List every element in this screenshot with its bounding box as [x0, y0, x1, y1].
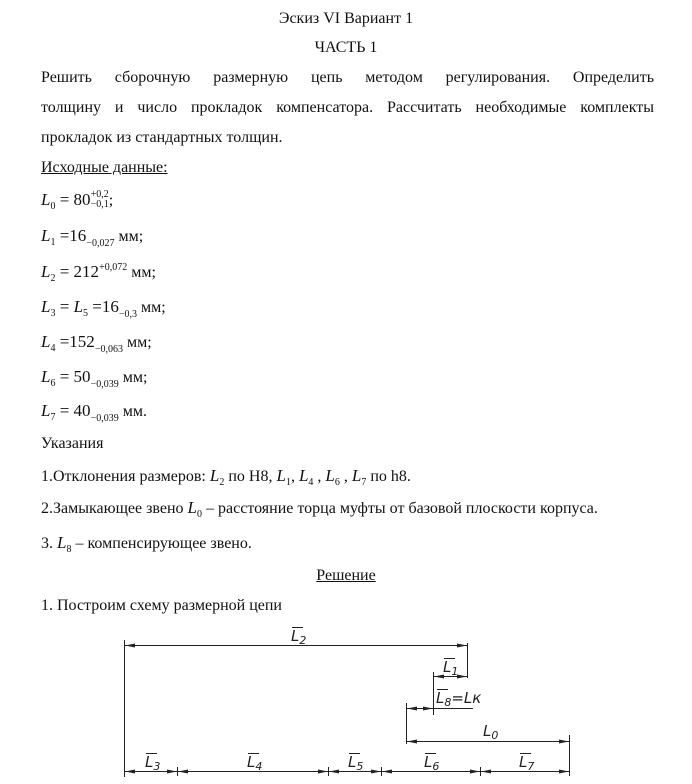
formula-l0: $L_0 = 80$ +0,2 −0,1 ; — [41, 189, 114, 212]
label-L7: $L_7$ — [519, 753, 535, 773]
formula-l1: $L_1 =16_{-0,027}$ мм; — [41, 226, 144, 249]
diagram-labels — [145, 627, 534, 773]
label-L4: $L_4$ — [247, 753, 263, 773]
formula-l7: $L_7 = 40_{-0,039}$ мм. — [41, 401, 147, 424]
formula-l6: $L_6 = 50_{-0,039}$ мм; — [41, 367, 148, 390]
formula-l2: $L_2 = 212^{+0,072}$ мм; — [41, 262, 156, 284]
instruction-2: 2.Замыкающее звено $L_0$ – расстояние торца муфты от базовой плоскости корпуса. — [41, 498, 598, 520]
solution-heading: Решение — [316, 567, 376, 584]
instructions-heading: Указания — [41, 435, 104, 452]
task-text-line-1: Решить сборочную размерную цепь методом регулирования. Определить — [41, 69, 654, 86]
formula-l4: $L_4 =152_{-0,063}$ мм; — [41, 332, 152, 355]
label-L2: $L_2$ — [291, 627, 307, 647]
task-text-line-3: прокладок из стандартных толщин. — [41, 129, 283, 146]
instruction-3: 3. $L_8$ – компенсирующее звено. — [41, 533, 252, 555]
solution-step-1: 1. Построим схему размерной цепи — [41, 597, 282, 614]
label-L6: $L_6$ — [424, 753, 440, 773]
label-L8: $L_8=Lк$ — [436, 689, 482, 709]
part-heading: ЧАСТЬ 1 — [314, 39, 378, 56]
page-title: Эскиз VI Вариант 1 — [278, 10, 414, 27]
label-L3: $L_3$ — [145, 753, 161, 773]
label-L1: $L_1$ — [443, 658, 459, 678]
label-L0: $L_0$ — [483, 722, 499, 742]
formula-l3-l5: $L_3 = L_5 =16_{-0,3}$ мм; — [41, 297, 166, 320]
initial-data-heading: Исходные данные: — [41, 159, 168, 176]
label-L5: $L_5$ — [348, 753, 364, 773]
task-text-line-2: толщину и число прокладок компенсатора. Рассчитать необходимые комплекты — [41, 99, 654, 116]
instruction-1: 1.Отклонения размеров: $L_2$ по Н8, $L_1$, $L_4$ , $L_6$ , $L_7$ по h8. — [41, 466, 411, 488]
dimension-chain-diagram — [0, 615, 692, 784]
